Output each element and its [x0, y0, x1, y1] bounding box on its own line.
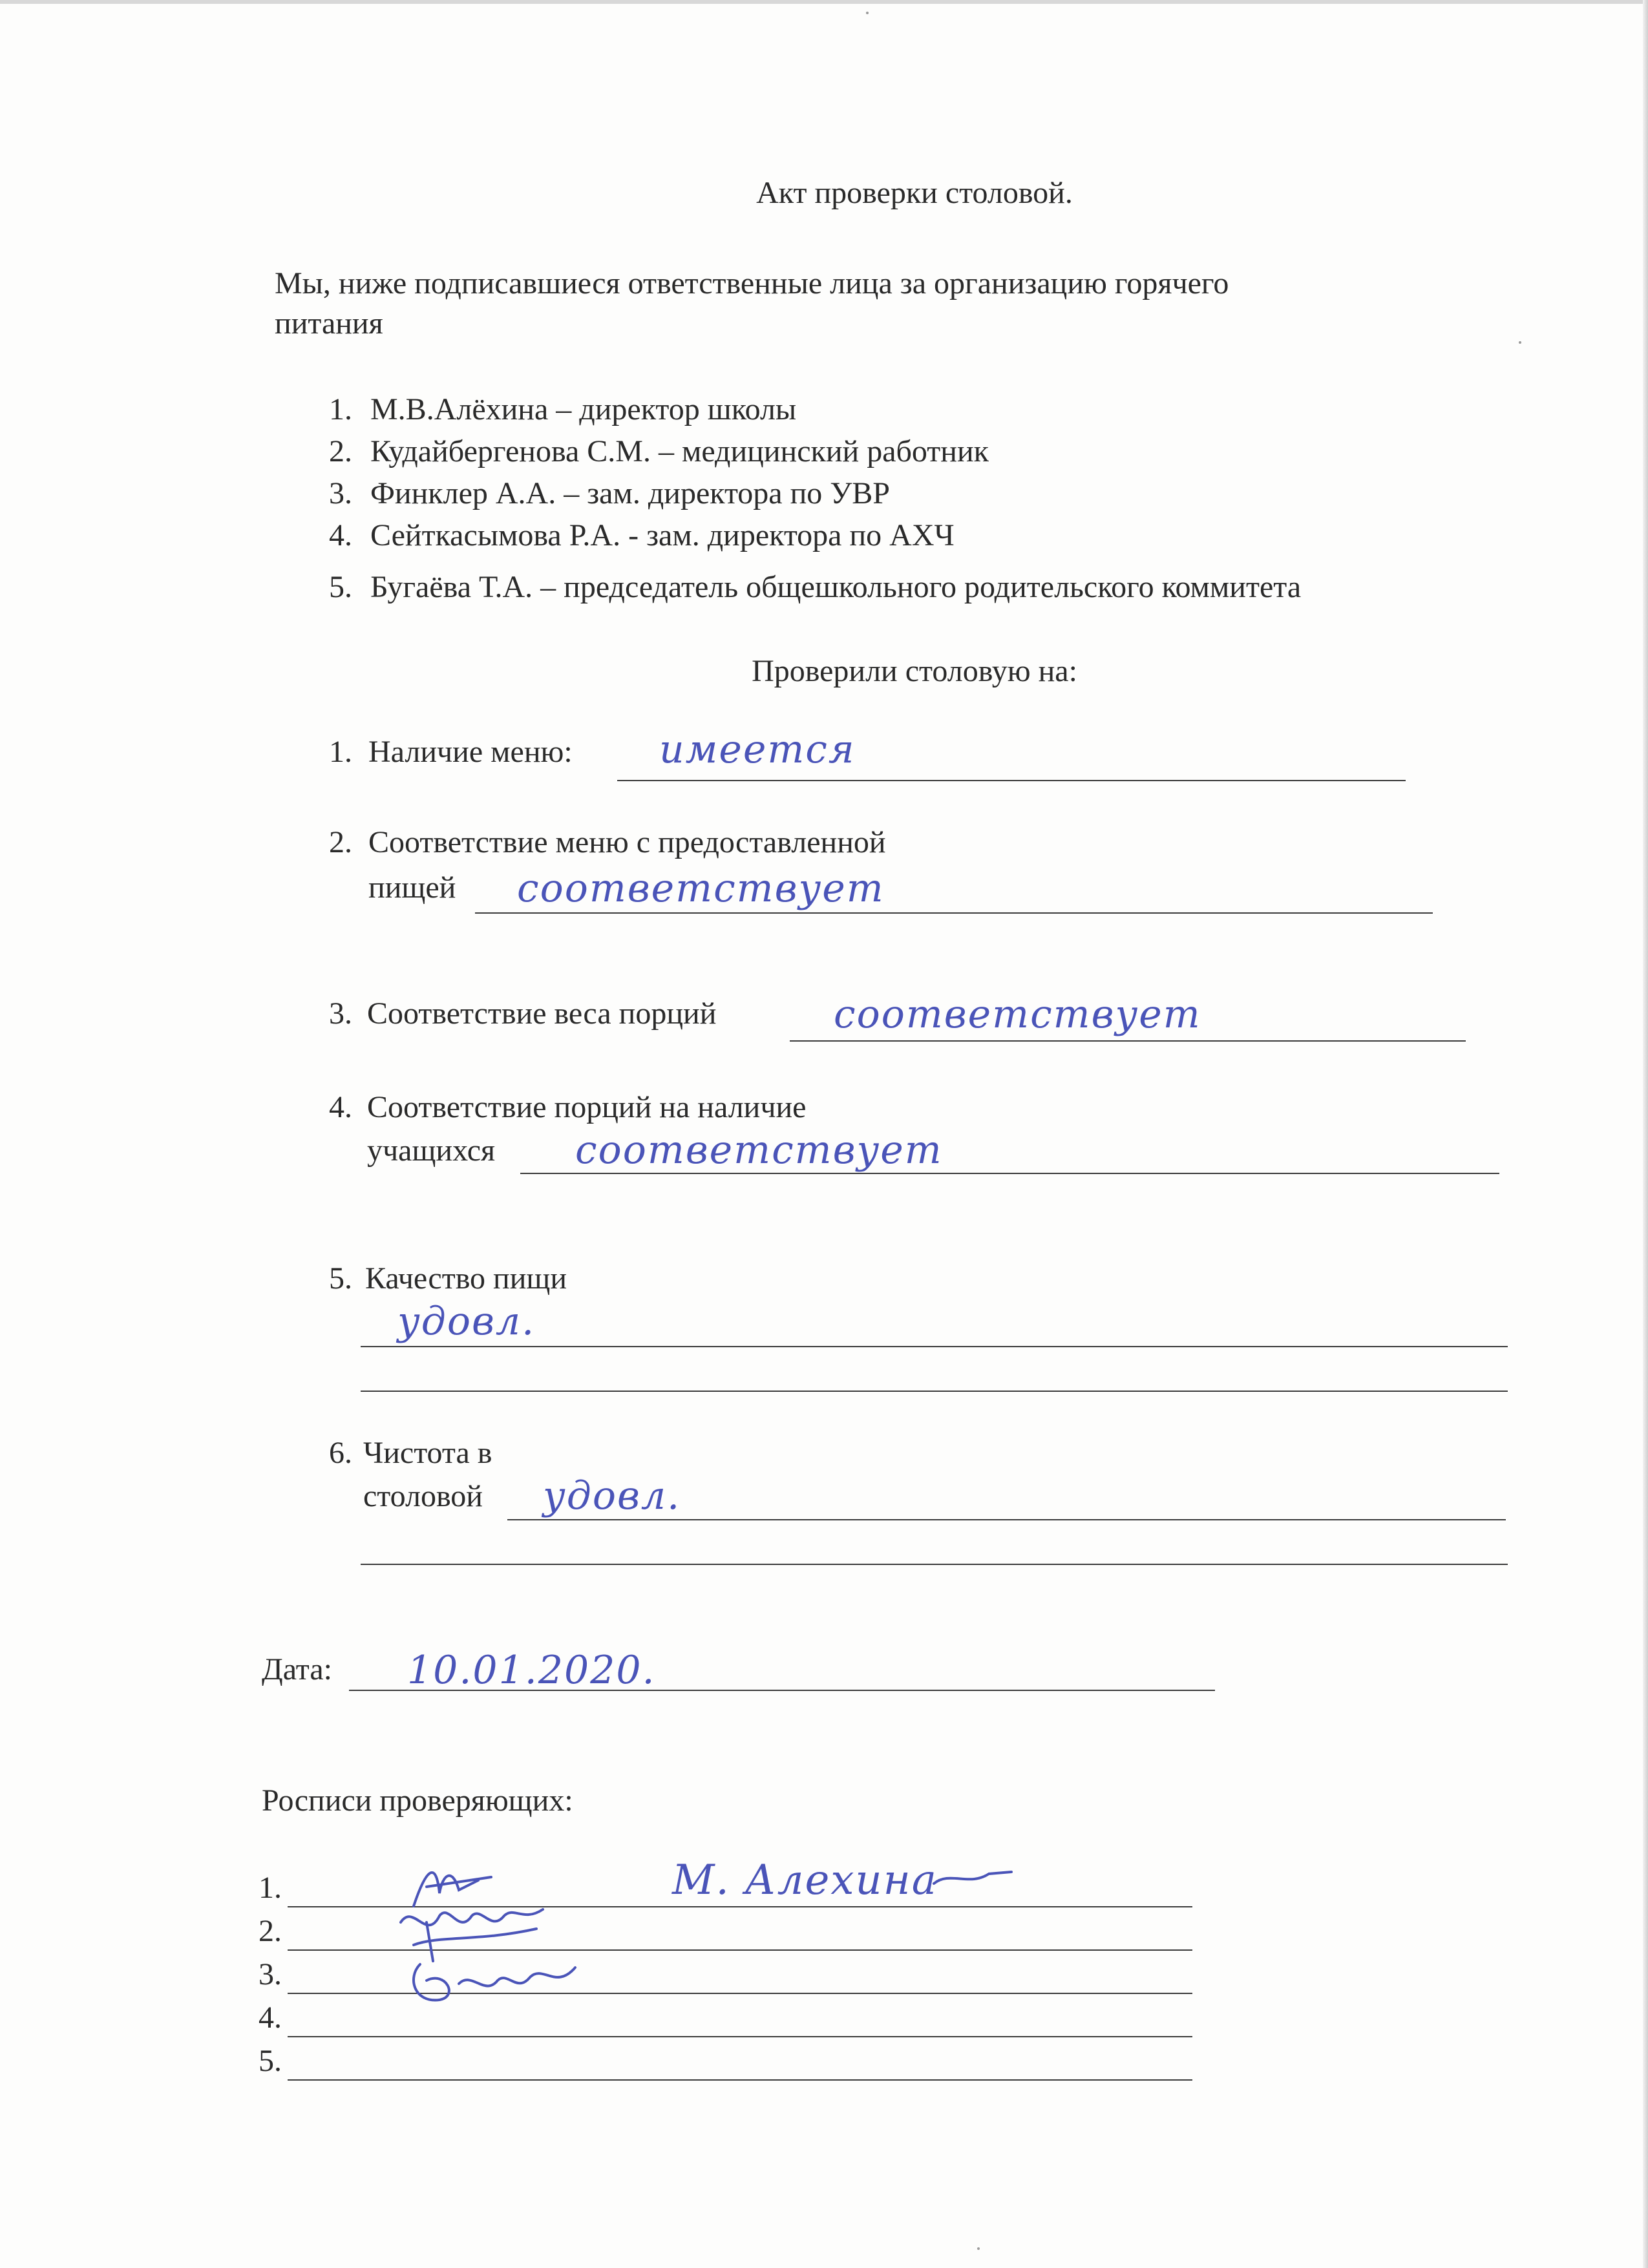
signature-line-number: 4. — [259, 2000, 282, 2035]
check-label-line-2: учащихся — [367, 1133, 496, 1168]
scan-speck — [866, 12, 869, 14]
check-label-line-1: Соответствие порций на наличие — [367, 1090, 807, 1124]
check-number: 1. — [329, 735, 352, 769]
member-number: 2. — [329, 434, 352, 468]
signature-line-number: 5. — [259, 2044, 282, 2078]
handwritten-date: 10.01.2020. — [407, 1648, 656, 1693]
member-item: Финклер А.А. – зам. директора по УВР — [370, 476, 890, 510]
fill-line — [361, 1564, 1508, 1565]
handwritten-value: соответствует — [834, 992, 1201, 1037]
signature-1-tail — [931, 1864, 1015, 1890]
signature-line-number: 1. — [259, 1871, 282, 1905]
handwritten-value: удовл. — [397, 1299, 536, 1344]
check-number: 6. — [329, 1436, 352, 1470]
signature-1-name: М. Алехина — [672, 1856, 938, 1904]
fill-line — [520, 1173, 1499, 1174]
handwritten-value: соответствует — [517, 866, 885, 911]
scan-edge-right — [1643, 0, 1648, 2268]
check-label-line-1: Чистота в — [363, 1436, 492, 1470]
scan-speck — [1519, 341, 1521, 344]
check-number: 5. — [329, 1261, 352, 1296]
date-label: Дата: — [262, 1652, 333, 1686]
signature-line-number: 2. — [259, 1914, 282, 1948]
fill-line — [507, 1519, 1506, 1520]
handwritten-value: соответствует — [575, 1128, 943, 1173]
member-number: 3. — [329, 476, 352, 510]
member-item: М.В.Алёхина – директор школы — [370, 392, 797, 426]
fill-line — [361, 1346, 1508, 1347]
check-label: Соответствие веса порций — [367, 996, 717, 1031]
scan-edge-top — [0, 0, 1648, 4]
fill-line — [790, 1040, 1466, 1042]
signatures-label: Росписи проверяющих: — [262, 1783, 573, 1818]
member-item: Бугаёва Т.А. – председатель общешкольного родительского коммитета — [370, 570, 1302, 604]
member-number: 5. — [329, 570, 352, 604]
check-label: Наличие меню: — [368, 735, 573, 769]
check-label-line-2: столовой — [363, 1479, 483, 1513]
scan-speck — [977, 2247, 980, 2250]
fill-line — [361, 1391, 1508, 1392]
handwritten-value: имеется — [659, 727, 856, 772]
member-number: 4. — [329, 518, 352, 552]
check-label-line-2: пищей — [368, 870, 456, 905]
signature-line-number: 3. — [259, 1957, 282, 1991]
check-number: 2. — [329, 825, 352, 859]
check-number: 4. — [329, 1090, 352, 1124]
member-item: Сейткасымова Р.А. - зам. директора по АХЧ — [370, 518, 955, 552]
signature-3-scribble — [401, 1945, 595, 2016]
signature-line — [288, 2079, 1192, 2081]
check-label-line-1: Соответствие меню с предоставленной — [368, 825, 886, 859]
check-label: Качество пищи — [365, 1261, 567, 1296]
intro-line-1: Мы, ниже подписавшиеся ответственные лица за организацию горячего — [275, 266, 1229, 300]
checked-heading: Проверили столовую на: — [752, 654, 1077, 688]
handwritten-value: удовл. — [543, 1473, 681, 1518]
fill-line — [475, 912, 1433, 914]
fill-line — [617, 780, 1406, 781]
check-number: 3. — [329, 996, 352, 1031]
member-item: Кудайбергенова С.М. – медицинский работник — [370, 434, 989, 468]
signature-line — [288, 2036, 1192, 2037]
intro-line-2: питания — [275, 306, 383, 341]
member-number: 1. — [329, 392, 352, 426]
document-title: Акт проверки столовой. — [756, 176, 1073, 210]
